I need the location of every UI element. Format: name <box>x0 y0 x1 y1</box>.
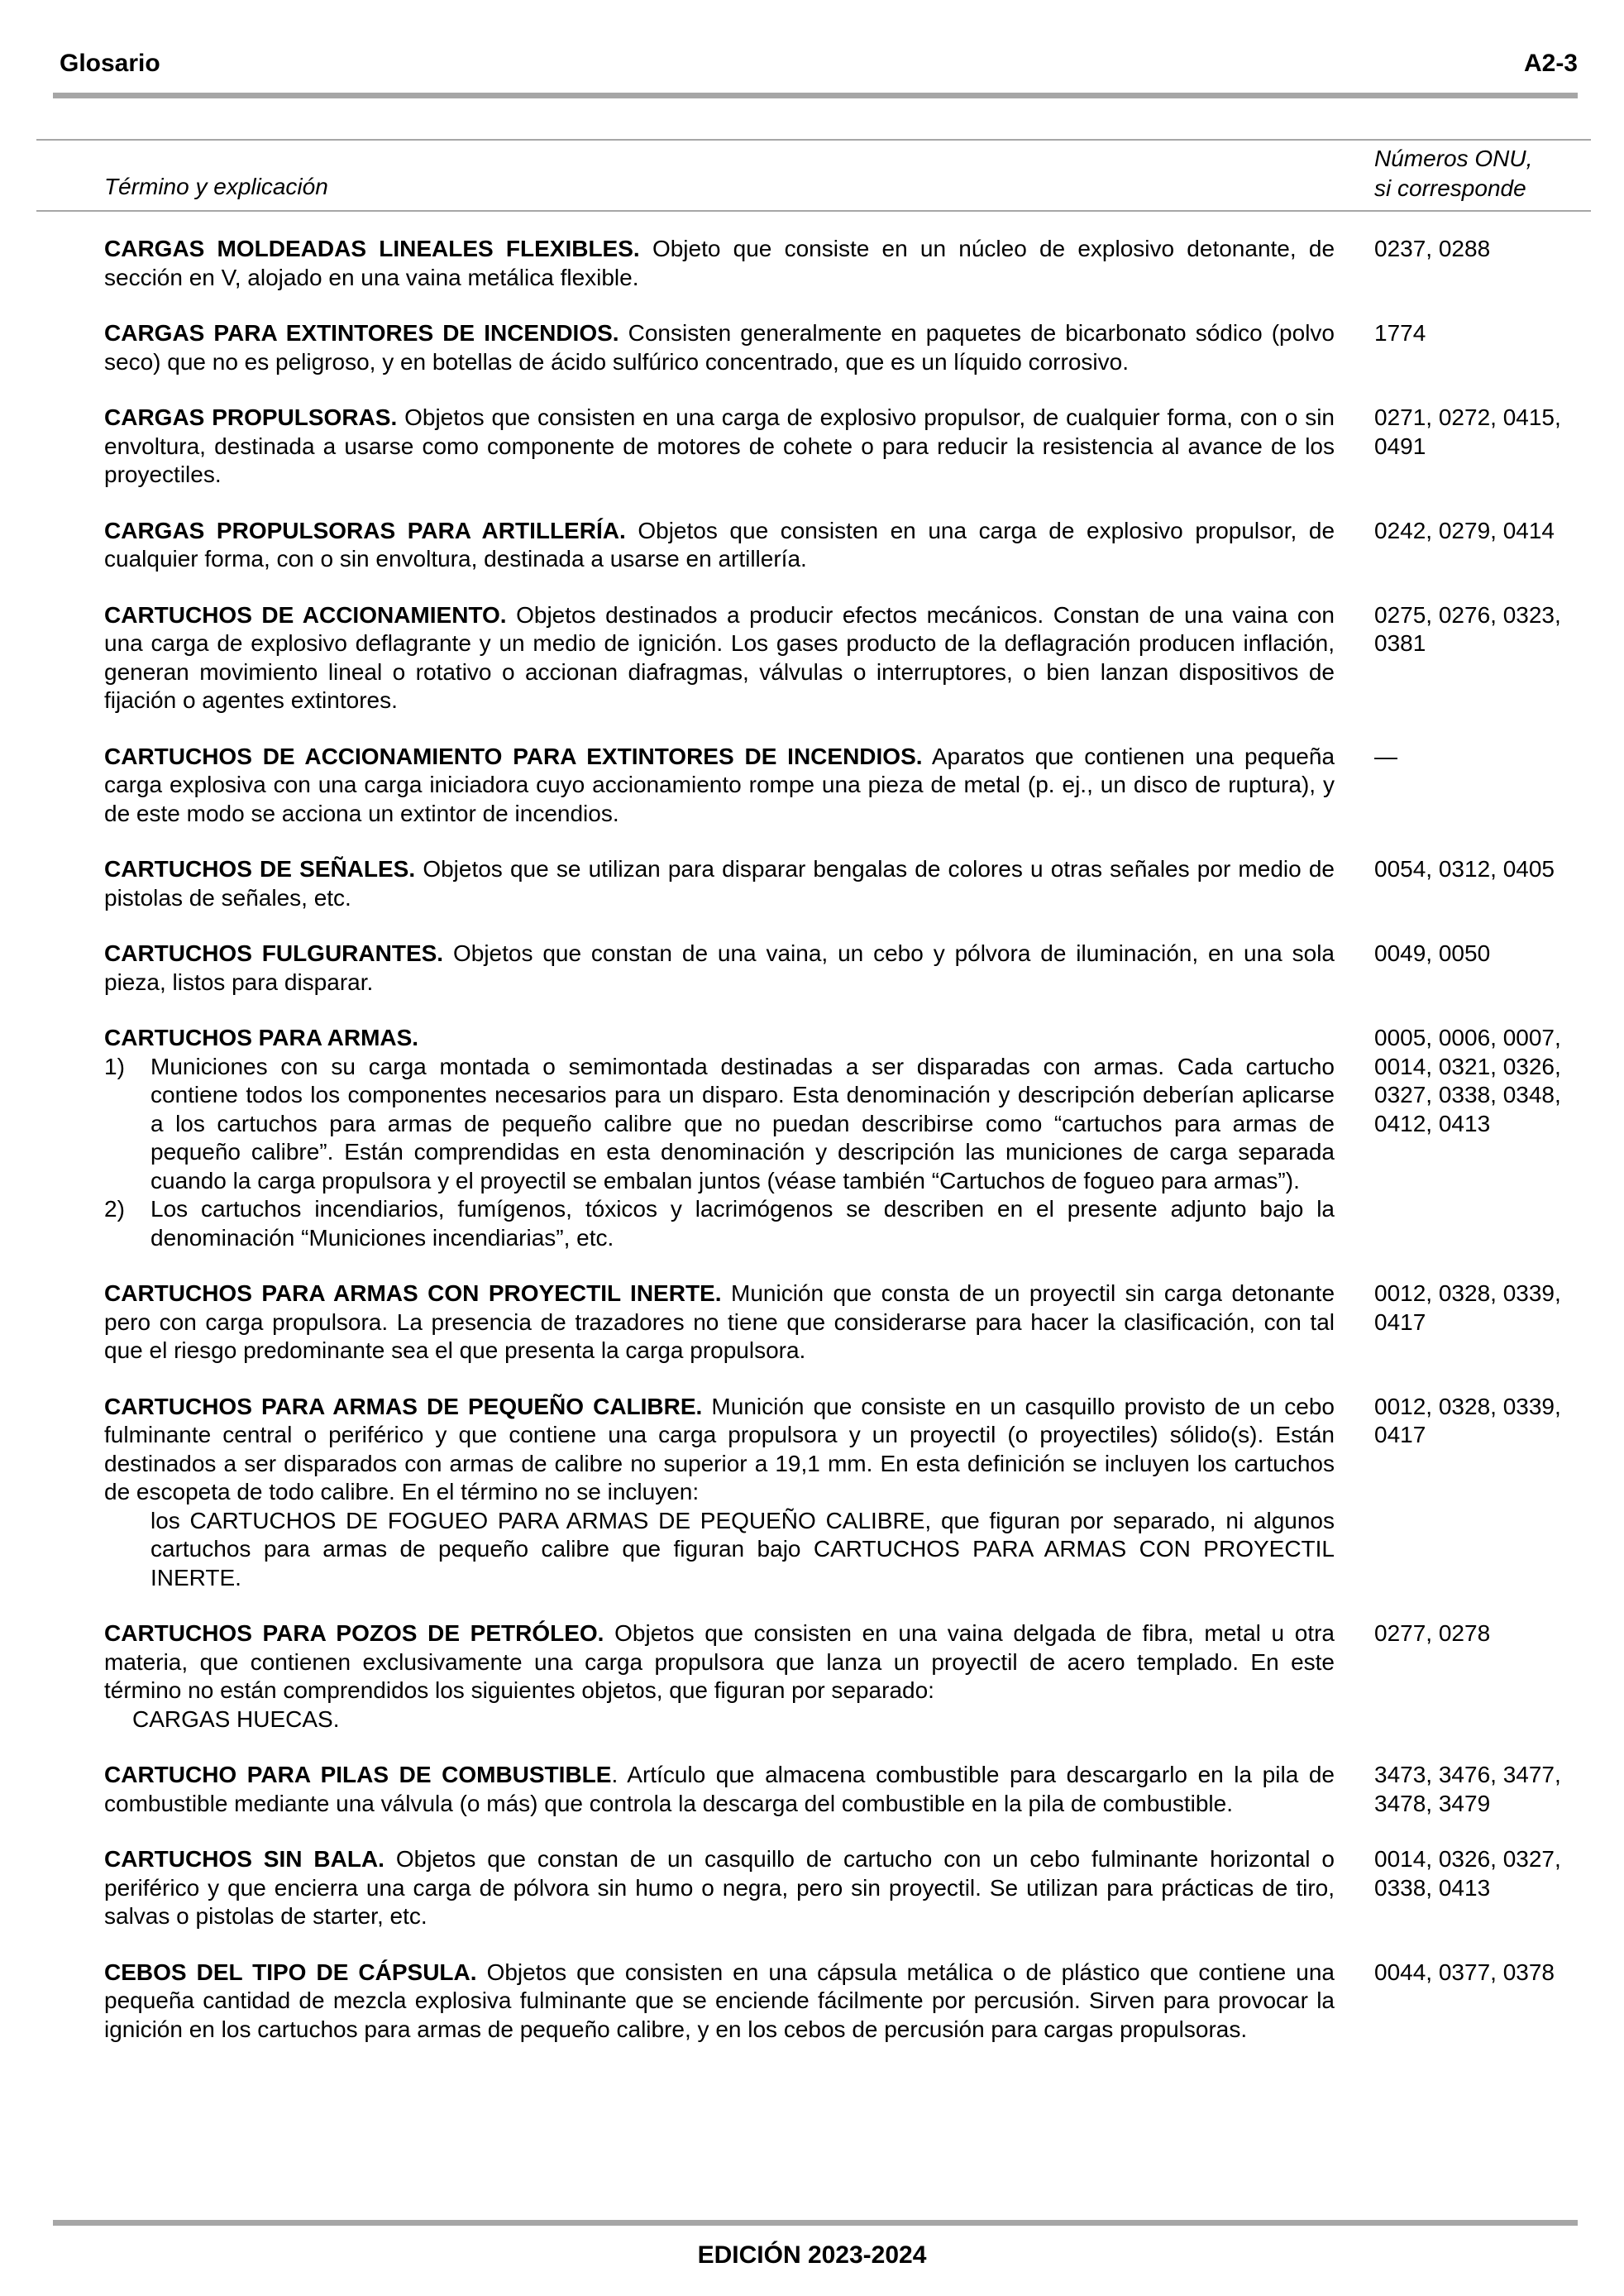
entry-text <box>104 940 1335 997</box>
entry-un-numbers: 0012, 0328, 0339, 0417 <box>1374 1280 1561 1335</box>
entry-text <box>104 743 1335 829</box>
entry-un-numbers: 0242, 0279, 0414 <box>1374 517 1555 543</box>
page-header <box>60 50 1578 83</box>
glossary-entry <box>104 855 1588 912</box>
entry-un-numbers: 0237, 0288 <box>1374 236 1491 261</box>
entry-description: Aparatos que contienen una pequeña carga explosiva con una carga iniciadora cuyo accionamiento rompe una pieza de metal (p. ej., un disco de ruptura), y de este modo se acciona un extintor de incendios. <box>104 743 1335 826</box>
entry-text <box>104 235 1335 292</box>
entry-description: Objetos que se utilizan para disparar bengalas de colores u otras señales por medio de pistolas de señales, etc. <box>104 856 1335 911</box>
section-title: Glosario <box>60 50 160 77</box>
entry-un-numbers: — <box>1374 743 1397 769</box>
entry-un-numbers: 0049, 0050 <box>1374 940 1491 966</box>
entry-term: CARTUCHOS PARA ARMAS CON PROYECTIL INERTE. <box>104 1280 722 1306</box>
entry-description: Consisten generalmente en paquetes de bicarbonato sódico (polvo seco) que no es peligroso, y en botellas de ácido sulfúrico concentrado, que es un líquido corrosivo. <box>104 320 1335 375</box>
entry-description: Objetos que consisten en una vaina delgada de fibra, metal u otra materia, que contienen exclusivamente una carga propulsora que lanza un proyectil de acero templado. En este término no están comprendidos los siguientes objetos, que figuran por separado: <box>104 1620 1335 1703</box>
glossary-entry <box>104 319 1588 376</box>
entry-text <box>104 1959 1335 2045</box>
column-header-un-line2: si corresponde <box>1374 175 1526 201</box>
glossary-entry <box>104 1619 1588 1734</box>
entry-term: CARTUCHOS PARA ARMAS DE PEQUEÑO CALIBRE. <box>104 1393 703 1419</box>
glossary-entry <box>104 517 1588 574</box>
list-item-number: 2) <box>104 1196 125 1222</box>
glossary-entry <box>104 1393 1588 1593</box>
entry-text <box>104 1761 1335 1818</box>
column-header-term: Término y explicación <box>104 174 328 199</box>
entry-description: Munición que consta de un proyectil sin carga detonante pero con carga propulsora. La presencia de trazadores no tiene que considerarse para hacer la clasificación, con tal que el riesgo predominante sea el que presenta la carga propulsora. <box>104 1280 1335 1363</box>
entry-description: Objetos que consisten en una carga de explosivo propulsor, de cualquier forma, con o sin envoltura, destinada a usarse en artillería. <box>104 517 1335 572</box>
entry-description: Objetos que consisten en una carga de explosivo propulsor, de cualquier forma, con o sin envoltura, destinada a usarse como componente de motores de cohete o para reducir la resistencia al avance de los proyectiles. <box>104 404 1335 487</box>
entry-term: CARGAS MOLDEADAS LINEALES FLEXIBLES. <box>104 236 640 261</box>
glossary-entry <box>104 601 1588 715</box>
entry-text <box>104 601 1335 715</box>
entry-un-numbers: 0271, 0272, 0415, 0491 <box>1374 404 1561 459</box>
entry-un-numbers: 0044, 0377, 0378 <box>1374 1959 1555 1985</box>
entry-description: Objetos que constan de una vaina, un cebo y pólvora de iluminación, en una sola pieza, listos para disparar. <box>104 940 1335 995</box>
glossary-entry <box>104 235 1588 292</box>
page-number: A2-3 <box>1523 50 1578 77</box>
entry-exclusion-note: CARGAS HUECAS. <box>132 1705 340 1732</box>
list-item-number: 1) <box>104 1053 125 1079</box>
entry-exclusion-note: los CARTUCHOS DE FOGUEO PARA ARMAS DE PEQUEÑO CALIBRE, que figuran por separado, ni algunos cartuchos para armas de pequeño calibre que figuran bajo CARTUCHOS PARA ARMAS CON PROYECTIL INERTE. <box>150 1507 1335 1590</box>
entry-term: CARTUCHOS PARA ARMAS. <box>104 1025 419 1050</box>
glossary-entry <box>104 940 1588 997</box>
entry-term: CARTUCHOS DE ACCIONAMIENTO. <box>104 601 507 628</box>
glossary-entry <box>104 1024 1588 1252</box>
entry-term: CARTUCHOS PARA POZOS DE PETRÓLEO. <box>104 1620 604 1646</box>
entry-text <box>104 517 1335 574</box>
column-header-un-numbers <box>1374 144 1532 203</box>
entry-text <box>104 319 1335 376</box>
entry-term: CARGAS PROPULSORAS. <box>104 404 398 430</box>
entry-description: Objeto que consiste en un núcleo de explosivo detonante, de sección en V, alojado en una vaina metálica flexible. <box>104 236 1335 290</box>
edition-footer: EDICIÓN 2023-2024 <box>697 2241 927 2269</box>
glossary-entry <box>104 1761 1588 1818</box>
header-divider <box>53 93 1578 98</box>
glossary-entry <box>104 743 1588 829</box>
entry-description: Objetos destinados a producir efectos mecánicos. Constan de una vaina con una carga de explosivo deflagrante y un medio de ignición. Los gases producto de la deflagración producen inflación, generan movimiento lineal o rotativo o accionan diafragmas, válvulas o interruptores, o bien lanzan dispositivos de fijación o agentes extintores. <box>104 601 1335 713</box>
entry-term: CARGAS PARA EXTINTORES DE INCENDIOS. <box>104 320 619 346</box>
entry-text <box>104 404 1335 490</box>
entry-list-item <box>104 1053 1335 1196</box>
entry-description: Munición que consiste en un casquillo provisto de un cebo fulminante central o periférico y que contiene una carga propulsora y un proyectil (o proyectiles) sólido(s). Están destinados a ser disparados con armas de calibre no superior a 19,1 mm. En esta definición se incluyen los cartuchos de escopeta de todo calibre. En el término no se incluyen: <box>104 1393 1335 1504</box>
entry-un-numbers: 0014, 0326, 0327, 0338, 0413 <box>1374 1846 1561 1901</box>
entry-term: CARTUCHO PARA PILAS DE COMBUSTIBLE <box>104 1762 612 1787</box>
entry-un-numbers: 0275, 0276, 0323, 0381 <box>1374 601 1561 656</box>
entry-description: Objetos que constan de un casquillo de cartucho con un cebo fulminante horizontal o periférico y que encierra una carga de pólvora sin humo o negra, pero sin proyectil. Se utilizan para prácticas de tiro, salvas o pistolas de starter, etc. <box>104 1846 1335 1929</box>
entry-text <box>104 1393 1335 1593</box>
column-header-un-line1: Números ONU, <box>1374 146 1533 171</box>
entry-description: . Artículo que almacena combustible para descargarlo en la pila de combustible mediante una válvula (o más) que controla la descarga del combustible en la pila de combustible. <box>104 1762 1335 1816</box>
entry-un-numbers: 0005, 0006, 0007, 0014, 0321, 0326, 0327, 0338, 0348, 0412, 0413 <box>1374 1025 1561 1136</box>
footer-divider <box>53 2220 1578 2226</box>
glossary-entries <box>104 235 1588 2071</box>
entry-un-numbers: 3473, 3476, 3477, 3478, 3479 <box>1374 1762 1561 1816</box>
entry-list-item <box>104 1195 1335 1252</box>
entry-term: CARGAS PROPULSORAS PARA ARTILLERÍA. <box>104 517 626 543</box>
entry-un-numbers: 0054, 0312, 0405 <box>1374 856 1555 882</box>
entry-term: CARTUCHOS FULGURANTES. <box>104 940 444 966</box>
list-item-text: Municiones con su carga montada o semimontada destinadas a ser disparadas con armas. Cada cartucho contiene todos los componentes necesarios para un disparo. Esta denominación y descripción deberían aplicarse a los cartuchos para armas de pequeño calibre que no puedan describirse como “cartuchos para armas de pequeño calibre”. Están comprendidas en esta denominación y descripción las municiones de carga separada cuando la carga propulsora y el proyectil se embalan juntos (véase también “Cartuchos de fogueo para armas”). <box>150 1053 1335 1193</box>
entry-text <box>104 1024 1335 1252</box>
entry-text <box>104 1845 1335 1931</box>
glossary-entry <box>104 404 1588 490</box>
entry-description: Objetos que consisten en una cápsula metálica o de plástico que contiene una pequeña cantidad de mezcla explosiva fulminante que se enciende fácilmente por percusión. Sirven para provocar la ignición en los cartuchos para armas de pequeño calibre, y en los cebos de percusión para cargas propulsoras. <box>104 1959 1335 2042</box>
entry-text <box>104 1619 1335 1734</box>
entry-term: CARTUCHOS DE SEÑALES. <box>104 856 416 882</box>
entry-term: CARTUCHOS DE ACCIONAMIENTO PARA EXTINTORES DE INCENDIOS. <box>104 743 923 769</box>
entry-term: CEBOS DEL TIPO DE CÁPSULA. <box>104 1959 477 1985</box>
glossary-entry <box>104 1845 1588 1931</box>
table-top-divider <box>36 139 1591 141</box>
column-header-divider <box>36 210 1591 212</box>
glossary-entry <box>104 1280 1588 1366</box>
entry-un-numbers: 0277, 0278 <box>1374 1620 1491 1646</box>
entry-un-numbers: 1774 <box>1374 320 1426 346</box>
entry-term: CARTUCHOS SIN BALA. <box>104 1846 385 1872</box>
entry-text <box>104 1280 1335 1366</box>
entry-text <box>104 855 1335 912</box>
list-item-text: Los cartuchos incendiarios, fumígenos, tóxicos y lacrimógenos se describen en el presente adjunto bajo la denominación “Municiones incendiarias”, etc. <box>150 1196 1335 1251</box>
entry-un-numbers: 0012, 0328, 0339, 0417 <box>1374 1393 1561 1447</box>
glossary-entry <box>104 1959 1588 2045</box>
